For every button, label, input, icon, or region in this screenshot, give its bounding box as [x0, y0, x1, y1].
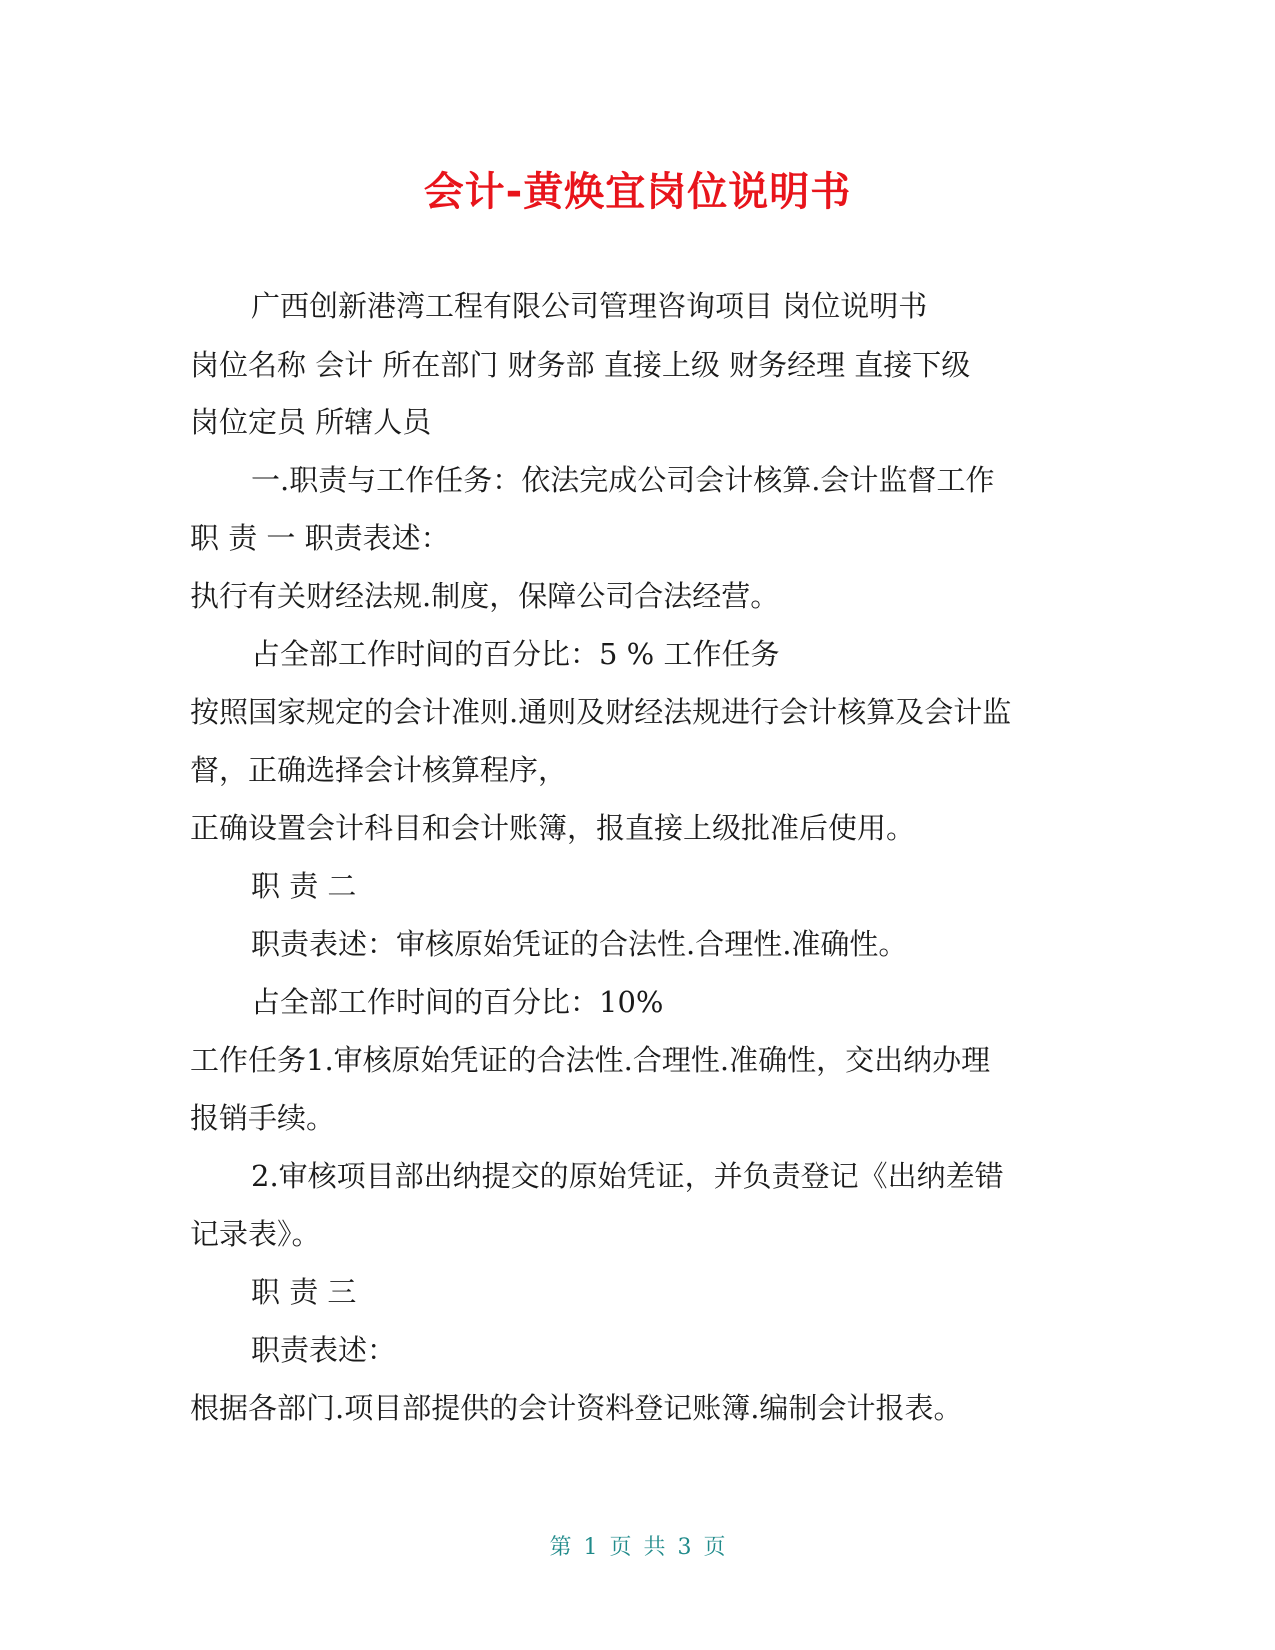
text-line-section-heading: 一.职责与工作任务：依法完成公司会计核算.会计监督工作 [251, 463, 995, 497]
text-line-duty-three: 职 责 三 [251, 1275, 357, 1309]
text-line-duty-two-task-b: 报销手续。 [190, 1101, 336, 1135]
text-line-duty-three-desc: 职责表述： [251, 1333, 397, 1367]
text-line-duty-one-percent: 占全部工作时间的百分比：5 % 工作任务 [251, 637, 780, 671]
text-line-headcount: 岗位定员 所辖人员 [190, 405, 432, 439]
text-line-duty-two-task-d: 记录表》。 [190, 1217, 321, 1251]
text-line-duty-two: 职 责 二 [251, 869, 357, 903]
footer-di: 第 [549, 1535, 572, 1560]
page-footer [0, 1530, 1275, 1561]
text-line-duty-two-task-a: 工作任务1.审核原始凭证的合法性.合理性.准确性，交出纳办理 [190, 1043, 991, 1077]
text-line-duty-two-desc: 职责表述：审核原始凭证的合法性.合理性.准确性。 [251, 927, 908, 961]
text-line-duty-one-task-c: 正确设置会计科目和会计账簿，报直接上级批准后使用。 [190, 811, 916, 845]
text-line-duty-one-task-a: 按照国家规定的会计准则.通则及财经法规进行会计核算及会计监 [190, 695, 1012, 729]
document-title: 会计-黄焕宜岗位说明书 [423, 169, 852, 215]
text-line-duty-one-task-b: 督，正确选择会计核算程序， [190, 753, 568, 787]
footer-gong: 共 [643, 1535, 666, 1560]
text-line-duty-one-desc: 执行有关财经法规.制度，保障公司合法经营。 [190, 579, 780, 613]
footer-page-number: 1 [583, 1535, 598, 1560]
footer-ye-2: 页 [703, 1535, 726, 1560]
text-line-position-info: 岗位名称 会计 所在部门 财务部 直接上级 财务经理 直接下级 [190, 348, 971, 382]
text-line-duty-one: 职 责 一 职责表述： [190, 521, 450, 555]
text-line-company: 广西创新港湾工程有限公司管理咨询项目 岗位说明书 [251, 289, 928, 323]
text-line-duty-three-task: 根据各部门.项目部提供的会计资料登记账簿.编制会计报表。 [190, 1391, 963, 1425]
text-line-duty-two-task-c: 2.审核项目部出纳提交的原始凭证，并负责登记《出纳差错 [251, 1159, 1004, 1193]
text-line-duty-two-percent: 占全部工作时间的百分比：10% [251, 985, 664, 1019]
footer-ye: 页 [609, 1535, 632, 1560]
footer-total-pages: 3 [677, 1535, 692, 1560]
